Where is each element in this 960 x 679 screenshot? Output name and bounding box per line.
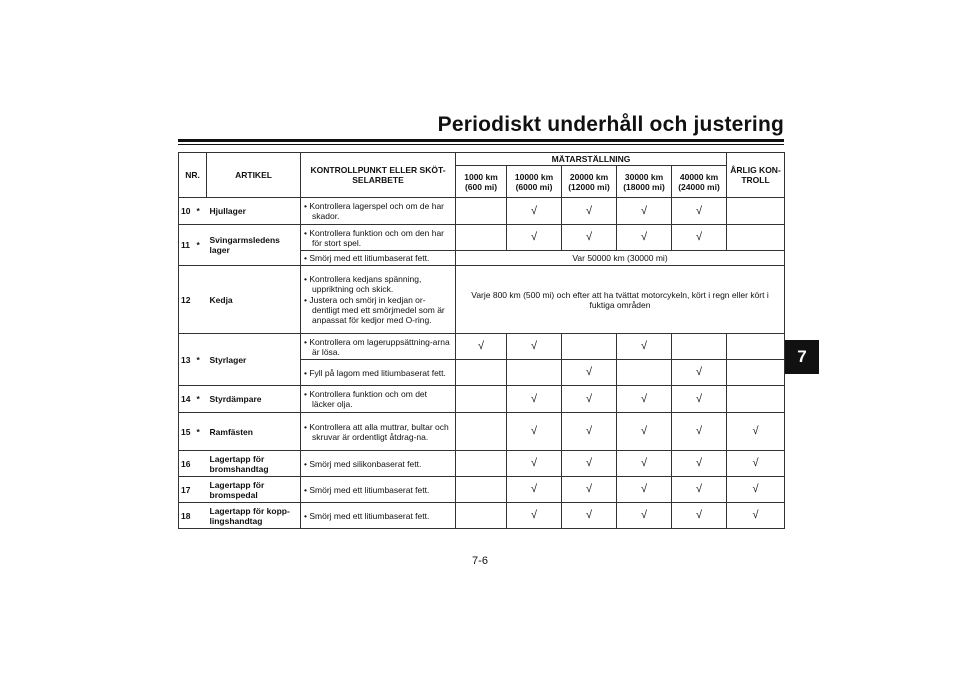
bullet-item: • Fyll på lagom med litiumbaserat fett. (304, 367, 446, 378)
empty-cell (456, 198, 507, 225)
check-mark: √ (617, 334, 672, 360)
row-star (197, 477, 207, 503)
row-star: * (197, 413, 207, 451)
bullet-item: • Kontrollera lagerspel och om de har skador. (304, 201, 445, 222)
bullet-item: • Kontrollera om lageruppsättning-arna är lösa. (304, 336, 450, 357)
row-check-point (301, 413, 456, 451)
row-number: 10 (179, 198, 197, 225)
bullet-item: • Smörj med silikonbaserat fett. (304, 458, 422, 469)
check-mark: √ (562, 477, 617, 503)
maintenance-table (178, 152, 785, 529)
check-mark: √ (562, 198, 617, 225)
row-article: Styrdämpare (207, 386, 301, 413)
empty-cell (727, 225, 785, 251)
row-number: 12 (179, 266, 197, 334)
check-mark: √ (507, 334, 562, 360)
check-mark: √ (507, 386, 562, 413)
row-star: * (197, 225, 207, 266)
header-interval-1: 1000 km (600 mi) (456, 166, 507, 198)
bullet-item: • Justera och smörj in kedjan or-dentligt med ett smörjmedel som är anpassat för kedjor med O-ring. (304, 294, 445, 325)
row-check-point (301, 225, 456, 251)
row-article: Ramfästen (207, 413, 301, 451)
bullet-item: • Kontrollera funktion och om den har för stort spel. (304, 227, 445, 248)
check-mark: √ (617, 413, 672, 451)
empty-cell (456, 225, 507, 251)
check-mark: √ (507, 198, 562, 225)
header-annual-check: ÅRLIG KON-TROLL (727, 153, 785, 198)
row-star (197, 451, 207, 477)
check-mark: √ (672, 225, 727, 251)
check-mark: √ (562, 386, 617, 413)
check-mark: √ (562, 451, 617, 477)
table-row (179, 198, 785, 225)
header-interval-4: 30000 km (18000 mi) (617, 166, 672, 198)
header-interval-3: 20000 km (12000 mi) (562, 166, 617, 198)
check-mark: √ (617, 198, 672, 225)
row-check-point (301, 251, 456, 266)
interval-span-text: Var 50000 km (30000 mi) (456, 251, 785, 266)
bullet-item: • Smörj med ett litiumbaserat fett. (304, 253, 430, 264)
row-star: * (197, 386, 207, 413)
row-number: 15 (179, 413, 197, 451)
empty-cell (617, 360, 672, 386)
empty-cell (727, 386, 785, 413)
row-check-point (301, 198, 456, 225)
title-rule (178, 139, 784, 142)
bullet-item: • Kontrollera kedjans spänning, uppriktning och skick. (304, 274, 422, 295)
check-mark: √ (562, 360, 617, 386)
row-star (197, 503, 207, 529)
empty-cell (507, 360, 562, 386)
check-mark: √ (562, 413, 617, 451)
row-article: Svingarmsledens lager (207, 225, 301, 266)
row-article: Lagertapp för kopp-lingshandtag (207, 503, 301, 529)
header-interval-2: 10000 km (6000 mi) (507, 166, 562, 198)
page-number: 7-6 (472, 555, 488, 567)
table-row (179, 386, 785, 413)
table-row (179, 413, 785, 451)
bullet-item: • Smörj med ett litiumbaserat fett. (304, 484, 430, 495)
row-article: Styrlager (207, 334, 301, 386)
check-mark: √ (617, 386, 672, 413)
empty-cell (727, 360, 785, 386)
check-mark: √ (562, 503, 617, 529)
chapter-tab: 7 (785, 340, 819, 374)
table-row (179, 225, 785, 251)
check-mark: √ (617, 503, 672, 529)
check-mark: √ (507, 503, 562, 529)
check-mark: √ (672, 198, 727, 225)
row-star (197, 266, 207, 334)
check-mark: √ (727, 477, 785, 503)
header-odometer: MÄTARSTÄLLNING (456, 153, 727, 166)
check-mark: √ (727, 451, 785, 477)
check-mark: √ (617, 477, 672, 503)
row-number: 14 (179, 386, 197, 413)
row-article: Lagertapp för bromspedal (207, 477, 301, 503)
check-mark: √ (507, 477, 562, 503)
table-row (179, 503, 785, 529)
row-star: * (197, 198, 207, 225)
empty-cell (456, 413, 507, 451)
row-number: 17 (179, 477, 197, 503)
empty-cell (727, 198, 785, 225)
table-row (179, 451, 785, 477)
check-mark: √ (507, 413, 562, 451)
check-mark: √ (617, 451, 672, 477)
empty-cell (562, 334, 617, 360)
check-mark: √ (672, 413, 727, 451)
header-check-point: KONTROLLPUNKT ELLER SKÖT-SELARBETE (301, 153, 456, 198)
row-check-point (301, 503, 456, 529)
check-mark: √ (672, 451, 727, 477)
row-check-point (301, 386, 456, 413)
row-article: Lagertapp för bromshandtag (207, 451, 301, 477)
check-mark: √ (672, 360, 727, 386)
check-mark: √ (456, 334, 507, 360)
header-interval-5: 40000 km (24000 mi) (672, 166, 727, 198)
empty-cell (456, 451, 507, 477)
row-article: Hjullager (207, 198, 301, 225)
empty-cell (456, 477, 507, 503)
check-mark: √ (562, 225, 617, 251)
bullet-item: • Smörj med ett litiumbaserat fett. (304, 510, 430, 521)
check-mark: √ (672, 477, 727, 503)
empty-cell (456, 360, 507, 386)
empty-cell (727, 334, 785, 360)
table-row (179, 334, 785, 360)
table-row (179, 266, 785, 334)
check-mark: √ (507, 451, 562, 477)
check-mark: √ (507, 225, 562, 251)
row-check-point (301, 266, 456, 334)
header-nr: NR. (179, 153, 207, 198)
row-check-point (301, 360, 456, 386)
row-number: 13 (179, 334, 197, 386)
row-check-point (301, 477, 456, 503)
check-mark: √ (672, 386, 727, 413)
header-article: ARTIKEL (207, 153, 301, 198)
table-row (179, 477, 785, 503)
check-mark: √ (672, 503, 727, 529)
page-title: Periodiskt underhåll och justering (437, 113, 784, 136)
check-mark: √ (727, 413, 785, 451)
check-mark: √ (617, 225, 672, 251)
title-rule-thin (178, 144, 784, 145)
row-number: 18 (179, 503, 197, 529)
bullet-item: • Kontrollera att alla muttrar, bultar och skruvar är ordentligt åtdrag-na. (304, 421, 449, 442)
row-check-point (301, 334, 456, 360)
empty-cell (456, 503, 507, 529)
empty-cell (456, 386, 507, 413)
interval-span-text: Varje 800 km (500 mi) och efter att ha tvättat motorcykeln, kört i regn eller kört i fuktiga områden (456, 266, 785, 334)
check-mark: √ (727, 503, 785, 529)
row-article: Kedja (207, 266, 301, 334)
row-number: 11 (179, 225, 197, 266)
row-number: 16 (179, 451, 197, 477)
empty-cell (672, 334, 727, 360)
bullet-item: • Kontrollera funktion och om det läcker olja. (304, 389, 428, 410)
row-star: * (197, 334, 207, 386)
row-check-point (301, 451, 456, 477)
